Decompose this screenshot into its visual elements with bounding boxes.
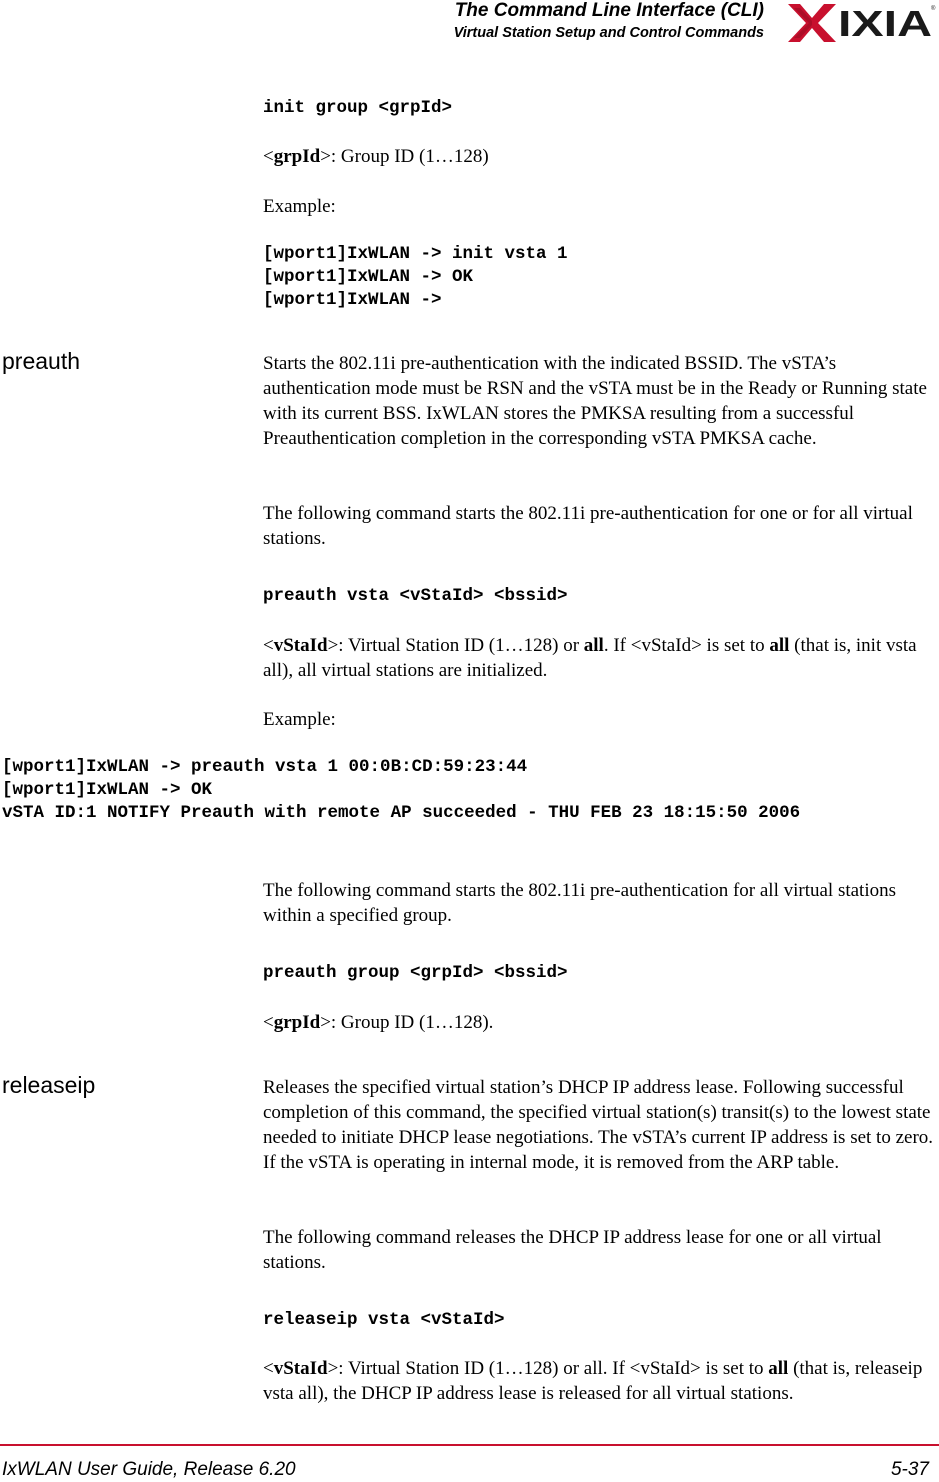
param-all: all: [768, 1358, 789, 1379]
preauth-description: Starts the 802.11i pre-authentication with the indicated BSSID. The vSTA’s authentication mode must be RSN and the vSTA must be in the Ready or Running state with its current BSS. IxWLAN stores the PMKSA resulting from a successful Preauthentication completion in the corresponding vSTA PMKSA cache.: [263, 353, 927, 449]
logo-wordmark: IXIA: [838, 3, 932, 44]
releaseip-syntax: releaseip vsta <vStaId>: [263, 1310, 505, 1330]
logo-x-mark: [788, 4, 836, 42]
param-text: (that is, init vsta all), all virtual stations are initialized.: [263, 635, 917, 681]
preauth-vsta-param: [263, 633, 939, 683]
registered-mark: ®: [931, 6, 936, 12]
footer-page-number: 5-37: [890, 1459, 929, 1480]
init-group-example-line: [wport1]IxWLAN -> init vsta 1: [263, 244, 568, 264]
preauth-group-syntax: preauth group <grpId> <bssid>: [263, 963, 568, 983]
preauth-example-label: Example:: [263, 709, 336, 730]
param-all: all: [769, 635, 790, 656]
preauth-term: preauth: [2, 348, 81, 374]
header-subtitle: Virtual Station Setup and Control Commands: [453, 25, 764, 41]
init-group-syntax: init group <grpId>: [263, 98, 453, 118]
init-group-example-label: Example:: [263, 196, 336, 217]
releaseip-description: Releases the specified virtual station’s DHCP IP address lease. Following successful completion of this command, the specified virtual station(s) transit(s) to the lowest state needed to initiate DHCP lease negotiations. The vSTA’s current IP address is set to zero. If the vSTA is operating in internal mode, it is removed from the ARP table.: [263, 1077, 934, 1173]
param-open: <: [263, 1358, 274, 1379]
preauth-example-line: [wport1]IxWLAN -> OK: [2, 780, 213, 800]
param-text: . If <vStaId> is set to: [603, 635, 770, 656]
param-open: <: [263, 146, 274, 167]
preauth-group-param: [263, 1010, 939, 1035]
preauth-example-line: [wport1]IxWLAN -> preauth vsta 1 00:0B:CD:59:23:44: [2, 757, 528, 777]
param-all: all: [583, 635, 604, 656]
releaseip-term: releaseip: [2, 1072, 96, 1098]
preauth-intro-group: The following command starts the 802.11i pre-authentication for all virtual stations within a specified group.: [263, 880, 897, 926]
init-group-example-line: [wport1]IxWLAN ->: [263, 290, 442, 310]
param-desc: >: Group ID (1…128): [320, 146, 489, 167]
init-group-example-line: [wport1]IxWLAN -> OK: [263, 267, 474, 287]
preauth-example-line: vSTA ID:1 NOTIFY Preauth with remote AP succeeded - THU FEB 23 18:15:50 2006: [2, 803, 801, 823]
param-name: grpId: [273, 1012, 321, 1033]
init-group-param: [263, 144, 939, 169]
param-text: (that is, releaseip vsta all), the DHCP IP address lease is released for all virtual stations.: [263, 1358, 923, 1404]
param-desc: >: Group ID (1…128).: [320, 1012, 494, 1033]
param-name: vStaId: [273, 635, 328, 656]
param-text: >: Virtual Station ID (1…128) or: [327, 635, 584, 656]
preauth-vsta-syntax: preauth vsta <vStaId> <bssid>: [263, 586, 568, 606]
ixia-logo: [786, 0, 936, 46]
releaseip-intro: The following command releases the DHCP IP address lease for one or all virtual stations.: [263, 1227, 882, 1273]
footer-guide-title: IxWLAN User Guide, Release 6.20: [2, 1459, 296, 1480]
param-name: grpId: [273, 146, 321, 167]
preauth-intro-one-or-all: The following command starts the 802.11i pre-authentication for one or for all virtual stations.: [263, 503, 913, 549]
param-name: vStaId: [273, 1358, 328, 1379]
param-open: <: [263, 1012, 274, 1033]
header-title: The Command Line Interface (CLI): [454, 0, 764, 21]
releaseip-param: [263, 1356, 939, 1406]
footer-rule: [0, 1444, 939, 1446]
param-open: <: [263, 635, 274, 656]
param-text: >: Virtual Station ID (1…128) or all. If <vStaId> is set to: [327, 1358, 769, 1379]
